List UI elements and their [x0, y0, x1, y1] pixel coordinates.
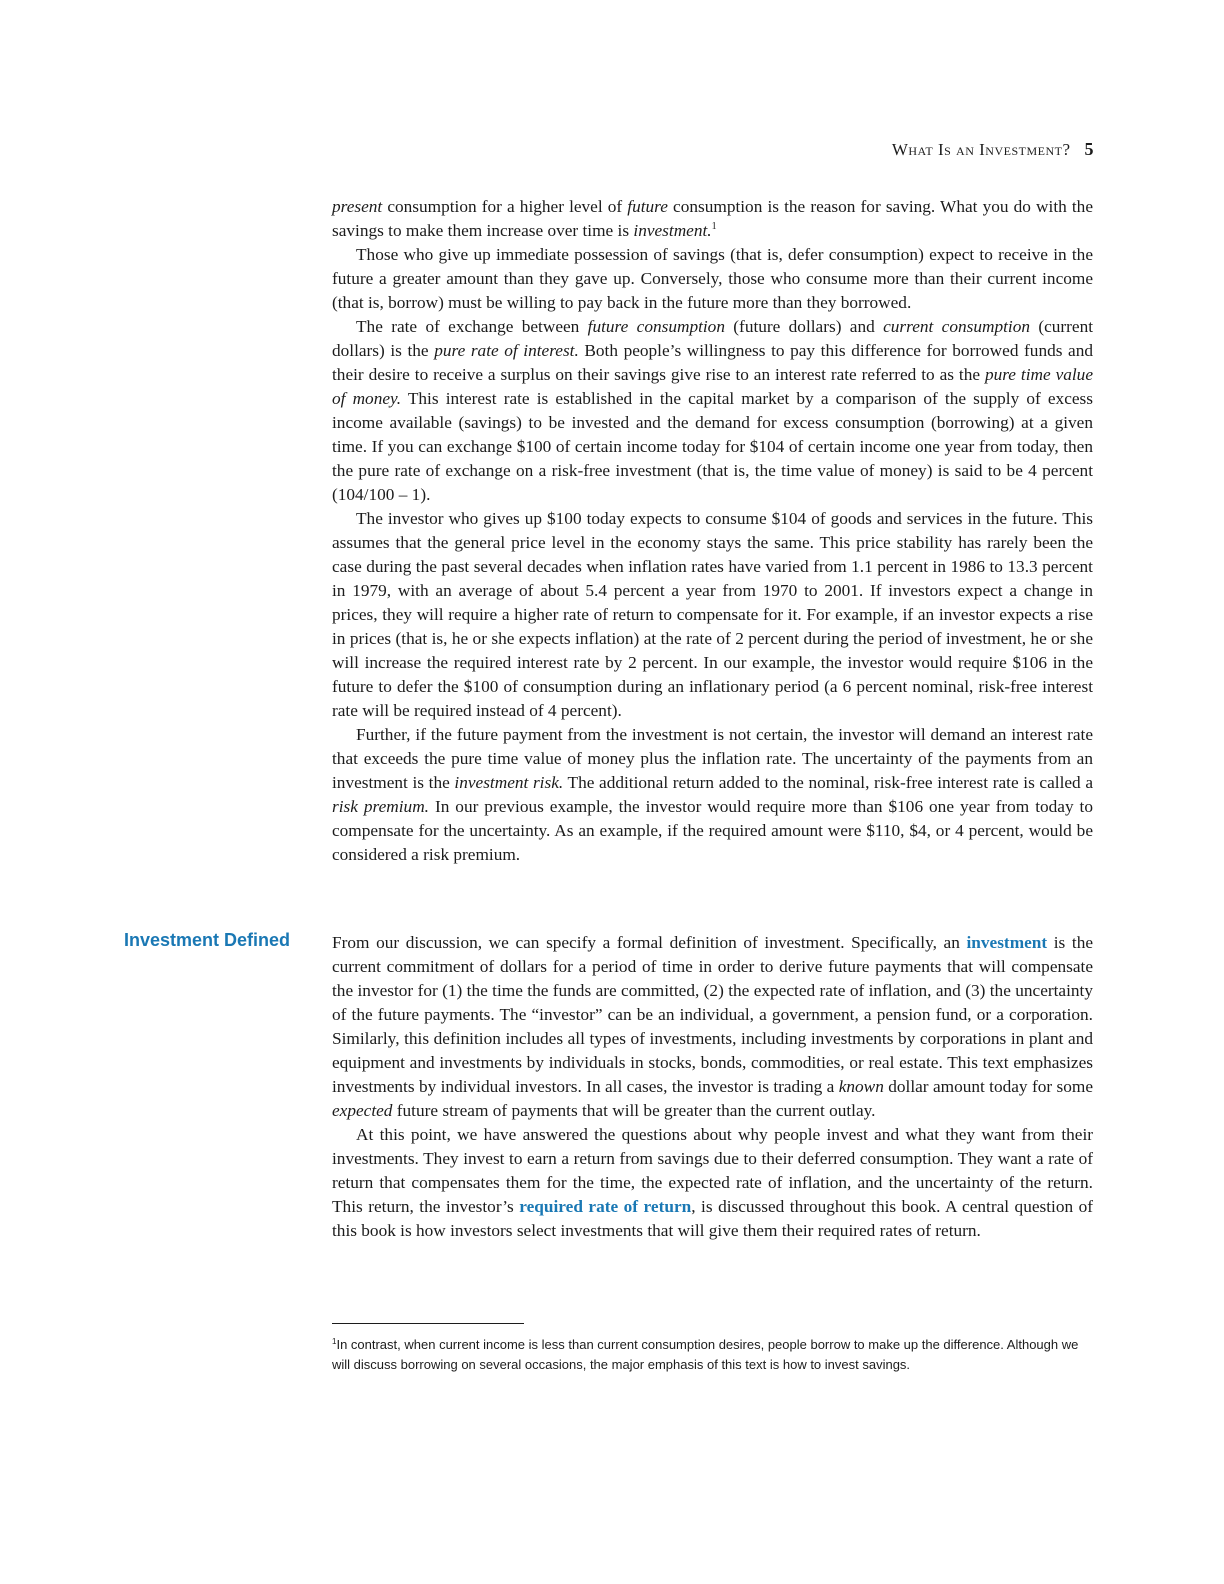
term-pure-rate-of-interest: pure rate of interest.	[434, 341, 579, 360]
paragraph-6	[332, 931, 1093, 1123]
term-investment-risk: investment risk.	[454, 773, 564, 792]
paragraph-3-text-a: The rate of exchange between	[356, 317, 588, 336]
term-investment: investment.	[633, 221, 712, 240]
paragraph-6-text-d: future stream of payments that will be greater than the current outlay.	[392, 1101, 876, 1120]
paragraph-1-text-b: consumption is the reason for saving. What you do with the savings to make them increase over time is	[332, 197, 1093, 240]
paragraph-7	[332, 1123, 1093, 1243]
footnote-text: In contrast, when current income is less than current consumption desires, people borrow to make up the difference. Although we will discuss borrowing on several occasions, the major emphasis of this text is how to invest savings.	[332, 1337, 1079, 1372]
paragraph-6-text-a: From our discussion, we can specify a formal definition of investment. Specifically, an	[332, 933, 967, 952]
section-2-body	[332, 931, 1093, 1243]
section-heading-investment-defined: Investment Defined	[124, 930, 291, 950]
paragraph-3-text-d: Both people’s willingness to pay this difference for borrowed funds and their desire to receive a surplus on their savings give rise to an interest rate referred to as the	[332, 341, 1093, 384]
footnote-divider	[332, 1323, 524, 1324]
term-present: present	[332, 197, 383, 216]
running-head	[892, 139, 1094, 160]
term-risk-premium: risk premium.	[332, 797, 429, 816]
term-future: future	[627, 197, 668, 216]
term-pure-time-value-of-money: pure time value of money.	[332, 365, 1093, 408]
footnote-reference: 1	[711, 221, 717, 232]
running-head-title: What Is an Investment?	[891, 140, 1071, 159]
footnote	[332, 1335, 1093, 1375]
page-number: 5	[1084, 139, 1094, 159]
paragraph-3-text-e: This interest rate is established in the capital market by a comparison of the supply of excess income available (savings) to be invested and the demand for excess consumption (borrowing) at a given time. If you can exchange $100 of certain income today for $104 of certain income one year from today, then the pure rate of exchange on a risk-free investment (that is, the time value of money) is said to be 4 percent (104/100 – 1).	[332, 389, 1093, 504]
paragraph-5-text-a: Further, if the future payment from the investment is not certain, the investor will demand an interest rate that exceeds the pure time value of money plus the inflation rate. The uncertainty of the payments from an investment is the	[332, 725, 1093, 792]
paragraph-5	[332, 723, 1093, 867]
paragraph-7-text-a: At this point, we have answered the questions about why people invest and what they want from their investments. They invest to earn a return from savings due to their deferred consumption. They want a rate of return that compensates them for the time, the expected rate of inflation, and the uncertainty of the return. This return, the investor’s	[332, 1125, 1093, 1216]
paragraph-5-text-b: The additional return added to the nominal, risk-free interest rate is called a	[563, 773, 1093, 792]
section-1-body	[332, 195, 1093, 867]
paragraph-1	[332, 195, 1093, 243]
term-known: known	[838, 1077, 884, 1096]
paragraph-6-text-c: dollar amount today for some	[883, 1077, 1093, 1096]
footnote-marker: 1	[332, 1337, 337, 1346]
paragraph-1-text-a: consumption for a higher level of	[382, 197, 628, 216]
paragraph-3-text-b: (future dollars) and	[724, 317, 884, 336]
paragraph-3	[332, 315, 1093, 507]
paragraph-3-text-c: (current dollars) is the	[332, 317, 1094, 360]
term-future-consumption: future consumption	[587, 317, 725, 336]
key-term-required-rate-of-return: required rate of return	[519, 1197, 692, 1216]
paragraph-5-text-c: In our previous example, the investor would require more than $106 one year from today to compensate for the uncertainty. As an example, if the required amount were $110, $4, or 4 percent, would be considered a risk premium.	[332, 797, 1093, 864]
paragraph-6-text-b: is the current commitment of dollars for a period of time in order to derive future payments that will compensate the investor for (1) the time the funds are committed, (2) the expected rate of inflation, and (3) the uncertainty of the future payments. The “investor” can be an individual, a government, a pension fund, or a corporation. Similarly, this definition includes all types of investments, including investments by corporations in plant and equipment and investments by individuals in stocks, bonds, commodities, or real estate. This text emphasizes investments by individual investors. In all cases, the investor is trading a	[332, 933, 1094, 1096]
paragraph-7-text-b: , is discussed throughout this book. A central question of this book is how investors select investments that will give them their required rates of return.	[332, 1197, 1093, 1240]
key-term-investment: investment	[966, 933, 1048, 952]
paragraph-2: Those who give up immediate possession of savings (that is, defer consumption) expect to receive in the future a greater amount than they gave up. Conversely, those who consume more than their current income (that is, borrow) must be willing to pay back in the future more than they borrowed.	[332, 245, 1093, 312]
term-expected: expected	[332, 1101, 393, 1120]
paragraph-4: The investor who gives up $100 today expects to consume $104 of goods and services in the future. This assumes that the general price level in the economy stays the same. This price stability has rarely been the case during the past several decades when inflation rates have varied from 1.1 percent in 1986 to 13.3 percent in 1979, with an average of about 5.4 percent a year from 1970 to 2001. If investors expect a change in prices, they will require a higher rate of return to compensate for it. For example, if an investor expects a rise in prices (that is, he or she expects inflation) at the rate of 2 percent during the period of investment, he or she will increase the required interest rate by 2 percent. In our example, the investor would require $106 in the future to defer the $100 of consumption during an inflationary period (a 6 percent nominal, risk-free interest rate will be required instead of 4 percent).	[332, 509, 1093, 720]
term-current-consumption: current consumption	[883, 317, 1030, 336]
